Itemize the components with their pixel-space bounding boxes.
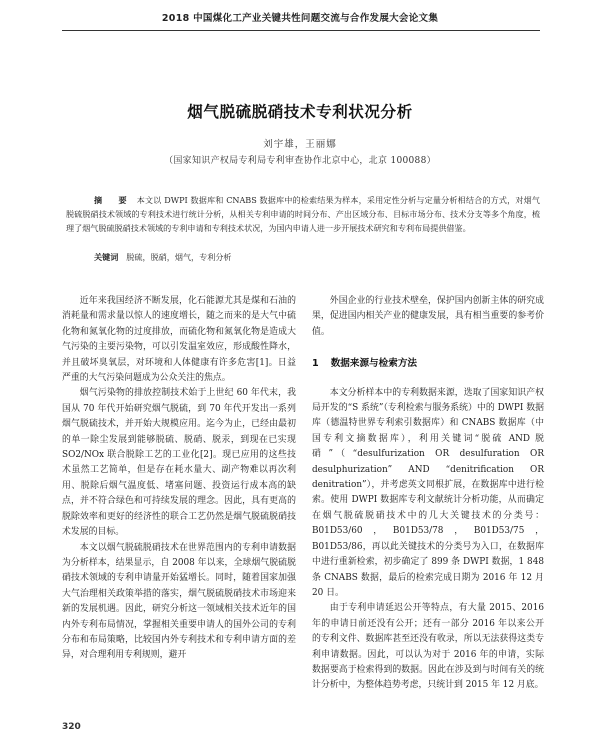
abstract-label: 摘 要: [94, 195, 131, 205]
abstract: [66, 193, 540, 236]
keywords-label: 关键词: [94, 252, 119, 262]
left-column: [62, 294, 296, 664]
section-heading: [312, 356, 544, 371]
keywords-text: 脱硫，脱硝，烟气，专利分析: [126, 252, 232, 262]
article-title: 烟气脱硫脱硝技术专利状况分析: [187, 103, 413, 121]
article-authors: 刘宇雄，王丽娜: [263, 139, 337, 150]
body-paragraph: 近年来我国经济不断发展，化石能源尤其是煤和石油的消耗量和需求量以惊人的速度增长，随之而来的是大气中硫化物和氮氧化物的过度排放，而硫化物和氮氧化物是造成大气污染的主要污染物，可以引发温室效应，形成酸性降水，并且破坏臭氧层，对环境和人体健康有许多危害[1]。日益严重的大气污染问题成为公众关注的焦点。: [62, 296, 296, 384]
body-paragraph: 本文以烟气脱硫脱硝技术在世界范围内的专利申请数据为分析样本，结果显示，自 2008 年以来，全球烟气脱硫脱硝技术领域的专利申请量开始猛增长。同时，随着国家加强大气治理相关政策举措的落实，烟气脱硫脱硝技术市场迎来新的发展机遇。因此，研究分析这一领域相关技术近年的国内外专利布局情况，掌握相关重要申请人的国外公司的专利分布和布局策略，比较国内外专利技术和专利申请方面的差异，对合理利用专利规则，避开: [62, 542, 296, 661]
header-rule: [62, 30, 540, 31]
page-number: 320: [62, 722, 81, 731]
article-affiliation: （国家知识产权局专利局专利审查协作北京中心，北京 100088）: [164, 156, 436, 166]
right-column: [312, 294, 544, 694]
body-paragraph: 由于专利申请延迟公开等特点，有大量 2015、2016 年的申请日前还没有公开；还有一部分 2016 年以来公开的专利文件、数据库甚至还没有收录，所以无法获得这类专利申请数据。因此，可以认为对于 2016 年的申请，实际数据要高于检索得到的数据。因此在涉及到与时间有关的统计分析中，为整体趋势考虑，只统计到 2015 年 12 月底。: [312, 603, 544, 691]
keywords: [66, 250, 540, 264]
running-head: 2018 中国煤化工产业关键共性问题交流与合作发展大会论文集: [161, 13, 439, 24]
abstract-text: 本文以 DWPI 数据库和 CNABS 数据库中的检索结果为样本，采用定性分析与定量分析相结合的方式，对烟气脱硫脱硝技术领域的专利技术进行统计分析，从相关专利申请的时间分布、产出区域分布、目标市场分布、技术分支等多个角度，梳理了烟气脱硫脱硝技术领域的专利申请和专利技术状况，为国内申请人进一步开展技术研究和专利布局提供借鉴。: [66, 195, 540, 234]
body-paragraph: 本文分析样本中的专利数据来源，选取了国家知识产权局开发的“S 系统”（专利检索与服务系统）中的 DWPI 数据库（德温特世界专利索引数据库）和 CNABS 数据库（中国专利文摘数据库），利用关键词“脱硫 AND 脱硝”（“desulfurization OR desulfuration OR desulphurization” AND “denitrification OR denitration”），并考虑英文同根扩展，在数据库中进行检索。使用 DWPI 数据库专利文献统计分析功能，从而确定在烟气脱硫脱硝技术中的几大关键技术的分类号：B01D53/60，B01D53/78，B01D53/75，B01D53/86，再以此关键技术的分类号为入口，在数据库中进行重新检索，初步确定了 899 条 DWPI 数据，1 848 条 CNABS 数据，最后的检索完成日期为 2016 年 12 月 20 日。: [312, 387, 544, 598]
body-paragraph: 烟气污染物的排放控制技术始于上世纪 60 年代末，我国从 70 年代开始研究烟气脱硫，到 70 年代开发出一系列烟气脱硫技术，并开始大规模应用。迄今为止，已经由最初的单一除尘发展到能够脱硫、脱硝、脱汞，到现在已实现 SO2/NOx 联合脱除工艺的工业化[2]。现已应用的这些技术虽然工艺简单，但是存在耗水量大、副产物难以再次利用、脱除后烟气温度低、堵塞问题、投资运行成本高的缺点，并不符合绿色和可持续发展的理念。因此，具有更高的脱除效率和更好的经济性的联合工艺仍然是烟气脱硫脱硝技术发展的目标。: [62, 388, 296, 538]
section-number: 1: [312, 358, 319, 370]
section-title: 数据来源与检索方法: [330, 358, 418, 370]
body-paragraph: 外国企业的行业技术壁垒，保护国内创新主体的研究成果，促进国内相关产业的健康发展，具有相当重要的参考价值。: [312, 296, 544, 337]
